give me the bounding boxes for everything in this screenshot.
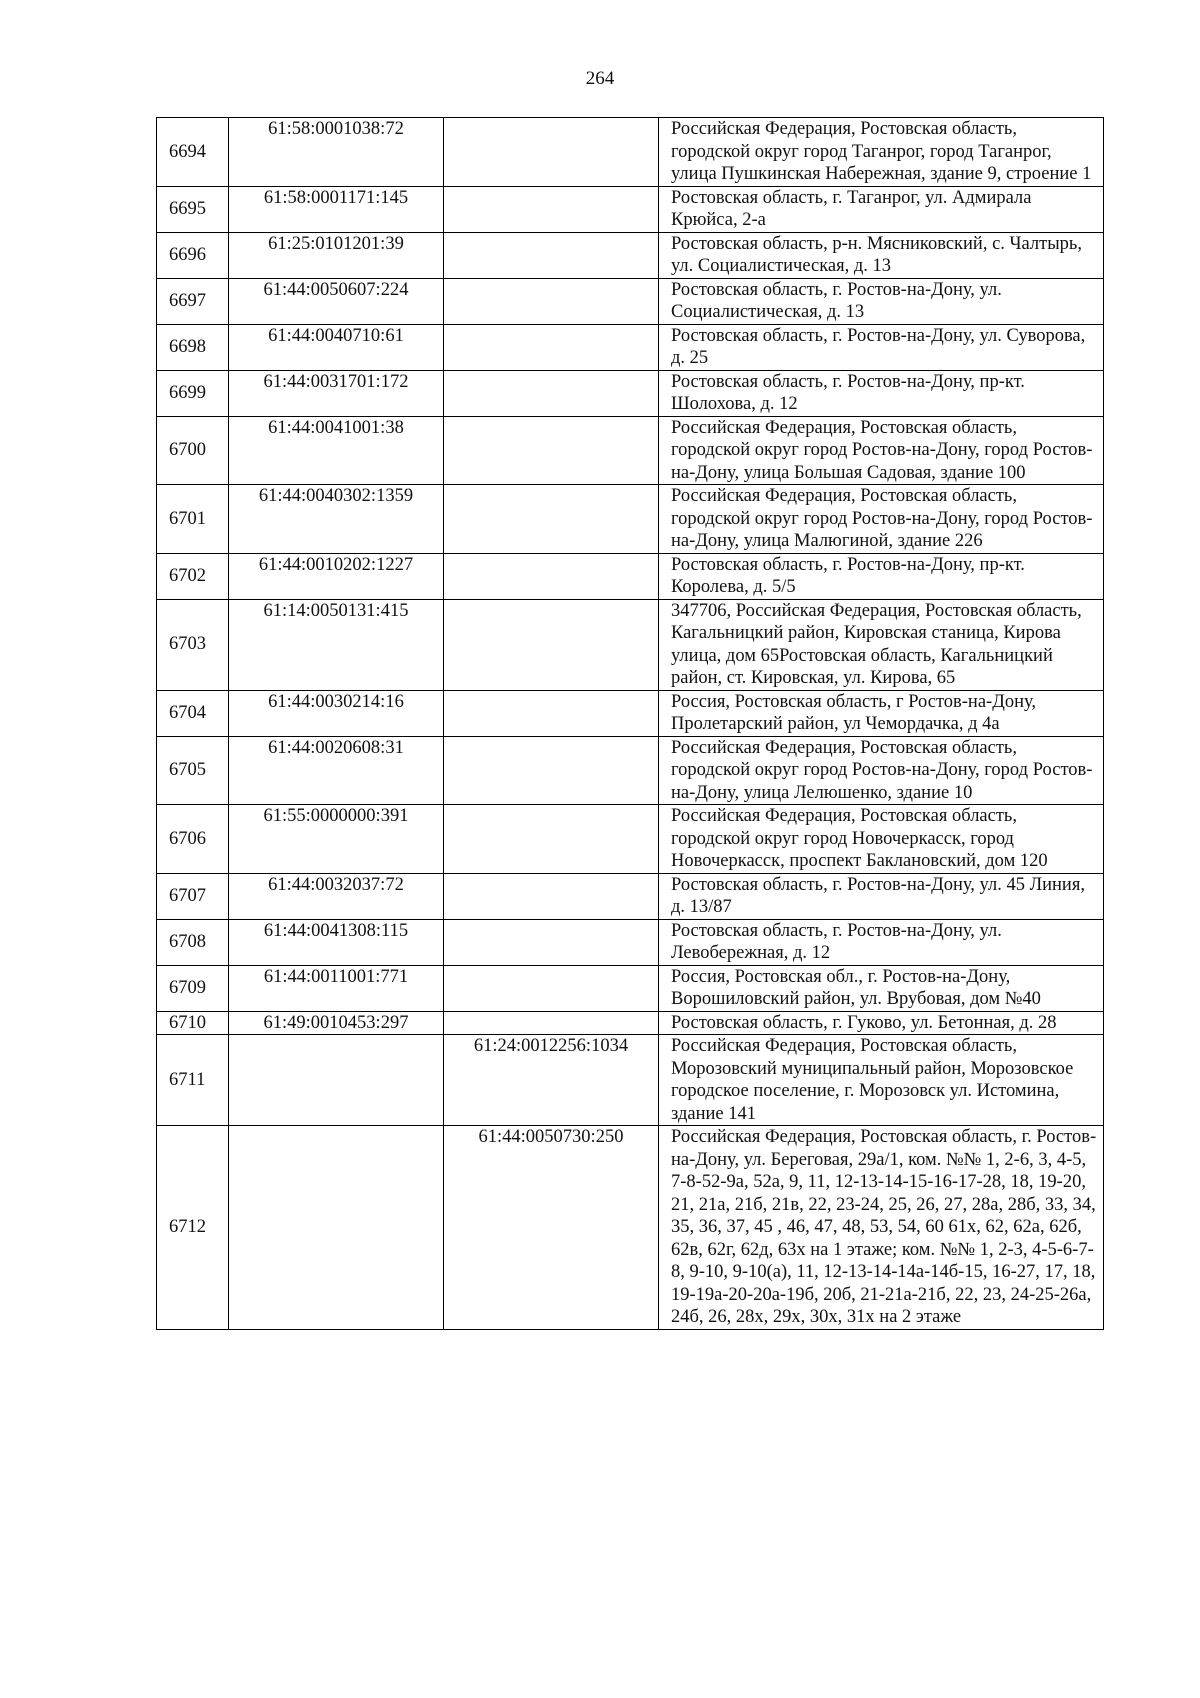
address: Ростовская область, г. Гуково, ул. Бетонная, д. 28: [659, 1011, 1104, 1035]
row-number: 6698: [157, 324, 229, 370]
table-row: [157, 919, 1104, 965]
table-row: [157, 1126, 1104, 1330]
parent-cadastral-number: 61:44:0050730:250: [444, 1126, 659, 1330]
cadastral-number: 61:58:0001038:72: [229, 118, 444, 187]
row-number: 6706: [157, 805, 229, 874]
address: Российская Федерация, Ростовская область, Морозовский муниципальный район, Морозовское городское поселение, г. Морозовск ул. Истомина, здание 141: [659, 1035, 1104, 1126]
cadastral-number: [229, 1126, 444, 1330]
row-number: 6711: [157, 1035, 229, 1126]
cadastral-number: 61:44:0031701:172: [229, 370, 444, 416]
address: Ростовская область, г. Ростов-на-Дону, ул. Суворова, д. 25: [659, 324, 1104, 370]
address: Ростовская область, р-н. Мясниковский, с. Чалтырь, ул. Социалистическая, д. 13: [659, 232, 1104, 278]
table-row: [157, 1011, 1104, 1035]
address: Российская Федерация, Ростовская область, городской округ город Ростов-на-Дону, город Ростов-на-Дону, улица Малюгиной, здание 226: [659, 485, 1104, 554]
cadastral-number: 61:49:0010453:297: [229, 1011, 444, 1035]
cadastral-number: 61:55:0000000:391: [229, 805, 444, 874]
row-number: 6705: [157, 736, 229, 805]
parent-cadastral-number: [444, 805, 659, 874]
parent-cadastral-number: [444, 118, 659, 187]
parent-cadastral-number: [444, 553, 659, 599]
address: 347706, Российская Федерация, Ростовская область, Кагальницкий район, Кировская станица, Кирова улица, дом 65Ростовская область, Кагальницкий район, ст. Кировская, ул. Кирова, 65: [659, 599, 1104, 690]
address: Российская Федерация, Ростовская область, г. Ростов-на-Дону, ул. Береговая, 29а/1, ком. №№ 1, 2-6, 3, 4-5, 7-8-52-9а, 52а, 9, 11, 12-13-14-15-16-17-28, 18, 19-20, 21, 21а, 21б, 21в, 22, 23-24, 25, 26, 27, 28а, 28б, 33, 34, 35, 36, 37, 45 , 46, 47, 48, 53, 54, 60 61х, 62, 62а, 62б, 62в, 62г, 62д, 63х на 1 этаже; ком. №№ 1, 2-3, 4-5-6-7-8, 9-10, 9-10(а), 11, 12-13-14-14а-14б-15, 16-27, 17, 18, 19-19а-20-20а-19б, 20б, 21-21а-21б, 22, 23, 24-25-26а, 24б, 26, 28х, 29х, 30х, 31х на 2 этаже: [659, 1126, 1104, 1330]
address: Российская Федерация, Ростовская область, городской округ город Новочеркасск, город Новочеркасск, проспект Баклановский, дом 120: [659, 805, 1104, 874]
address: Ростовская область, г. Ростов-на-Дону, ул. Социалистическая, д. 13: [659, 278, 1104, 324]
table-row: [157, 805, 1104, 874]
row-number: 6701: [157, 485, 229, 554]
address: Российская Федерация, Ростовская область, городской округ город Таганрог, город Таганрог, улица Пушкинская Набережная, здание 9, строение 1: [659, 118, 1104, 187]
row-number: 6704: [157, 690, 229, 736]
parent-cadastral-number: [444, 232, 659, 278]
cadastral-number: 61:44:0032037:72: [229, 873, 444, 919]
table-row: [157, 736, 1104, 805]
address: Ростовская область, г. Ростов-на-Дону, пр-кт. Королева, д. 5/5: [659, 553, 1104, 599]
table-row: [157, 186, 1104, 232]
table-row: [157, 599, 1104, 690]
registry-table: [156, 117, 1104, 1330]
table-row: [157, 370, 1104, 416]
cadastral-number: [229, 1035, 444, 1126]
table-row: [157, 232, 1104, 278]
table-row: [157, 1035, 1104, 1126]
cadastral-number: 61:58:0001171:145: [229, 186, 444, 232]
cadastral-number: 61:44:0030214:16: [229, 690, 444, 736]
page-number: 264: [585, 68, 615, 89]
cadastral-number: 61:44:0050607:224: [229, 278, 444, 324]
parent-cadastral-number: [444, 278, 659, 324]
row-number: 6708: [157, 919, 229, 965]
row-number: 6694: [157, 118, 229, 187]
row-number: 6699: [157, 370, 229, 416]
row-number: 6707: [157, 873, 229, 919]
cadastral-number: 61:14:0050131:415: [229, 599, 444, 690]
address: Ростовская область, г. Ростов-на-Дону, ул. Левобережная, д. 12: [659, 919, 1104, 965]
parent-cadastral-number: [444, 736, 659, 805]
address: Ростовская область, г. Ростов-на-Дону, ул. 45 Линия, д. 13/87: [659, 873, 1104, 919]
row-number: 6703: [157, 599, 229, 690]
address: Российская Федерация, Ростовская область, городской округ город Ростов-на-Дону, город Ростов-на-Дону, улица Большая Садовая, здание 100: [659, 416, 1104, 485]
parent-cadastral-number: 61:24:0012256:1034: [444, 1035, 659, 1126]
row-number: 6696: [157, 232, 229, 278]
row-number: 6702: [157, 553, 229, 599]
table-row: [157, 690, 1104, 736]
cadastral-number: 61:44:0040710:61: [229, 324, 444, 370]
parent-cadastral-number: [444, 485, 659, 554]
address: Ростовская область, г. Ростов-на-Дону, пр-кт. Шолохова, д. 12: [659, 370, 1104, 416]
cadastral-number: 61:44:0041001:38: [229, 416, 444, 485]
parent-cadastral-number: [444, 690, 659, 736]
row-number: 6710: [157, 1011, 229, 1035]
parent-cadastral-number: [444, 370, 659, 416]
cadastral-number: 61:44:0010202:1227: [229, 553, 444, 599]
parent-cadastral-number: [444, 919, 659, 965]
table-row: [157, 873, 1104, 919]
row-number: 6700: [157, 416, 229, 485]
row-number: 6712: [157, 1126, 229, 1330]
cadastral-number: 61:44:0040302:1359: [229, 485, 444, 554]
parent-cadastral-number: [444, 1011, 659, 1035]
table-row: [157, 278, 1104, 324]
cadastral-number: 61:44:0020608:31: [229, 736, 444, 805]
address: Россия, Ростовская область, г Ростов-на-Дону, Пролетарский район, ул Чемордачка, д 4а: [659, 690, 1104, 736]
row-number: 6697: [157, 278, 229, 324]
address: Ростовская область, г. Таганрог, ул. Адмирала Крюйса, 2-а: [659, 186, 1104, 232]
parent-cadastral-number: [444, 324, 659, 370]
address: Россия, Ростовская обл., г. Ростов-на-Дону, Ворошиловский район, ул. Врубовая, дом №40: [659, 965, 1104, 1011]
table-row: [157, 553, 1104, 599]
address: Российская Федерация, Ростовская область, городской округ город Ростов-на-Дону, город Ростов-на-Дону, улица Лелюшенко, здание 10: [659, 736, 1104, 805]
cadastral-number: 61:25:0101201:39: [229, 232, 444, 278]
table-row: [157, 416, 1104, 485]
parent-cadastral-number: [444, 599, 659, 690]
parent-cadastral-number: [444, 873, 659, 919]
parent-cadastral-number: [444, 416, 659, 485]
row-number: 6695: [157, 186, 229, 232]
table-row: [157, 965, 1104, 1011]
parent-cadastral-number: [444, 965, 659, 1011]
table-row: [157, 118, 1104, 187]
cadastral-number: 61:44:0041308:115: [229, 919, 444, 965]
table-row: [157, 485, 1104, 554]
row-number: 6709: [157, 965, 229, 1011]
table-row: [157, 324, 1104, 370]
cadastral-number: 61:44:0011001:771: [229, 965, 444, 1011]
parent-cadastral-number: [444, 186, 659, 232]
